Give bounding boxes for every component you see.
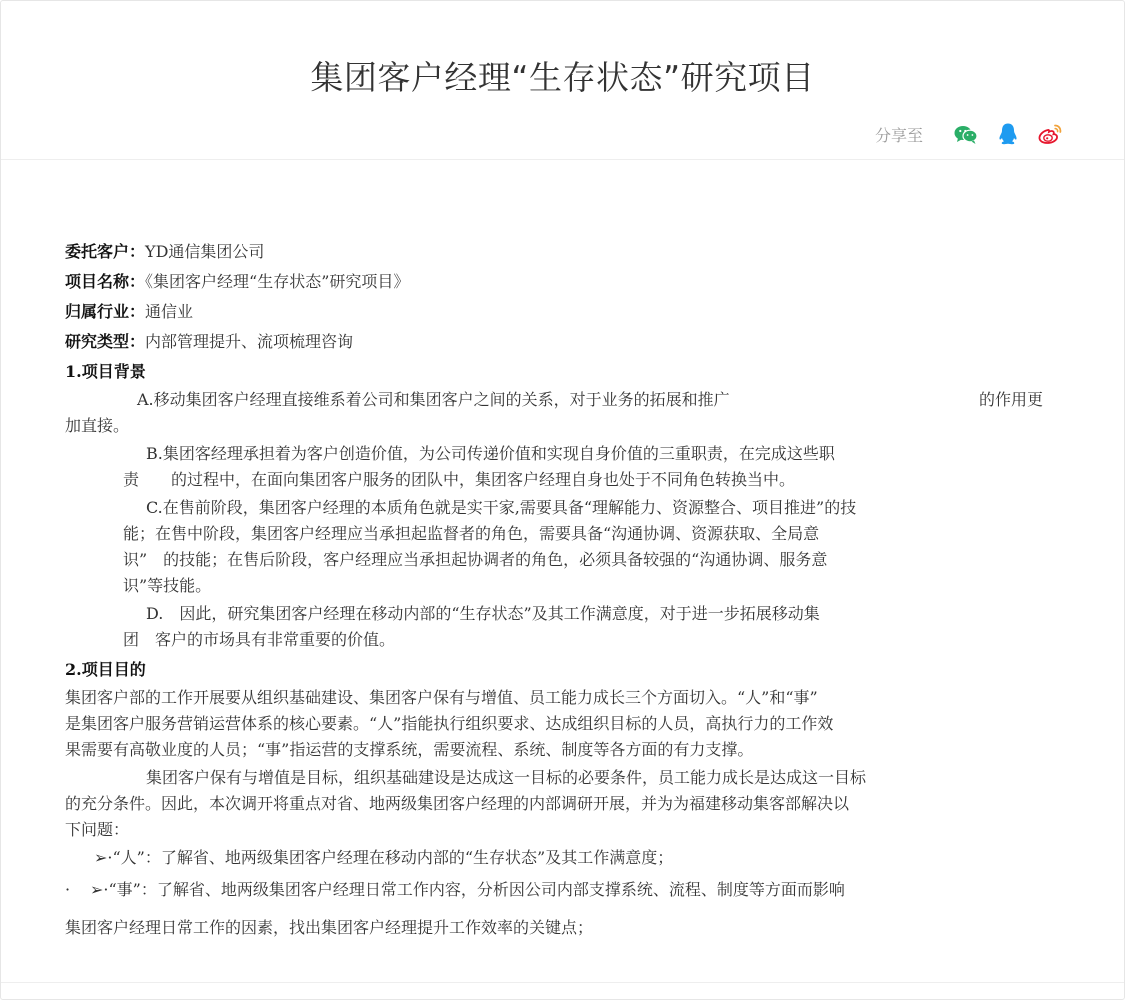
background-d-line1: D. 因此，研究集团客户经理在移动内部的“生存状态”及其工作满意度，对于进一步拓展移动集 [146, 604, 820, 623]
purpose-p1-line3: 果需要有高敬业度的人员；“事”指运营的支撑系统，需要流程、系统、制度等各方面的有力支撑。 [65, 740, 754, 759]
share-label: 分享至 [874, 125, 923, 145]
article-title: 集团客户经理“生存状态”研究项目 [310, 58, 815, 97]
background-d-line2: 团 客户的市场具有非常重要的价值。 [123, 630, 396, 649]
background-a-line1: A.移动集团客户经理直接维系着公司和集团客户之间的关系，对于业务的拓展和推广 [137, 390, 730, 409]
purpose-bullet-1: ➢·“人”：了解省、地两级集团客户经理在移动内部的“生存状态”及其工作满意度； [94, 848, 674, 867]
purpose-bullet-2-continued: 集团客户经理日常工作的因素，找出集团客户经理提升工作效率的关键点； [65, 918, 594, 937]
background-c-line4: 识”等技能。 [123, 576, 212, 595]
background-a-line2: 加直接。 [65, 416, 130, 435]
weibo-icon[interactable] [1037, 121, 1063, 147]
purpose-p2-line3: 下问题： [65, 820, 130, 839]
purpose-bullet-2-dot: · [65, 880, 71, 899]
type-label: 研究类型： [65, 332, 146, 351]
purpose-heading: 2.项目目的 [65, 660, 146, 679]
background-b-line1: B.集团客经理承担着为客户创造价值，为公司传递价值和实现自身价值的三重职责，在完成这些职 [146, 444, 835, 463]
purpose-p2-line2: 的充分条件。因此，本次调开将重点对省、地两级集团客户经理的内部调研开展，并为为福建移动集客部解决以 [65, 794, 850, 813]
purpose-p2-line1: 集团客户保有与增值是目标，组织基础建设是达成这一目标的必要条件，员工能力成长是达成这一目标 [146, 768, 867, 787]
header-divider [1, 159, 1124, 160]
project-label: 项目名称： [65, 272, 146, 291]
project-row [65, 270, 409, 294]
industry-value: 通信业 [145, 302, 194, 321]
background-heading: 1.项目背景 [65, 362, 146, 381]
industry-row [65, 300, 193, 324]
type-value: 内部管理提升、流项梳理咨询 [145, 332, 354, 351]
client-value: YD通信集团公司 [145, 242, 265, 261]
wechat-icon[interactable] [953, 121, 979, 147]
share-bar [875, 121, 1063, 147]
background-c-line1: C.在售前阶段，集团客户经理的本质角色就是实干家,需要具备“理解能力、资源整合、项目推进”的技 [146, 498, 857, 517]
type-row [65, 330, 353, 354]
purpose-p1-line1: 集团客户部的工作开展要从组织基础建设、集团客户保有与增值、员工能力成长三个方面切入。“人”和“事” [65, 688, 818, 707]
qq-icon[interactable] [995, 121, 1021, 147]
purpose-bullet-2: ➢·“事”：了解省、地两级集团客户经理日常工作内容，分析因公司内部支撑系统、流程、制度等方面而影响 [90, 880, 845, 899]
background-a-line1-tail: 的作用更 [979, 390, 1044, 409]
industry-label: 归属行业： [65, 302, 146, 321]
client-row [65, 240, 264, 264]
background-c-line3: 识” 的技能；在售后阶段，客户经理应当承担起协调者的角色，必须具备较强的“沟通协调、服务意 [123, 550, 828, 569]
client-label: 委托客户： [65, 242, 146, 261]
background-c-line2: 能；在售中阶段，集团客户经理应当承担起监督者的角色，需要具备“沟通协调、资源获取、全局意 [123, 524, 820, 543]
background-b-line2: 责 的过程中，在面向集团客户服务的团队中，集团客户经理自身也处于不同角色转换当中。 [123, 470, 796, 489]
purpose-p1-line2: 是集团客户服务营销运营体系的核心要素。“人”指能执行组织要求、达成组织目标的人员，高执行力的工作效 [65, 714, 834, 733]
project-value: 《集团客户经理“生存状态”研究项目》 [145, 272, 410, 291]
footer-divider [1, 982, 1124, 983]
